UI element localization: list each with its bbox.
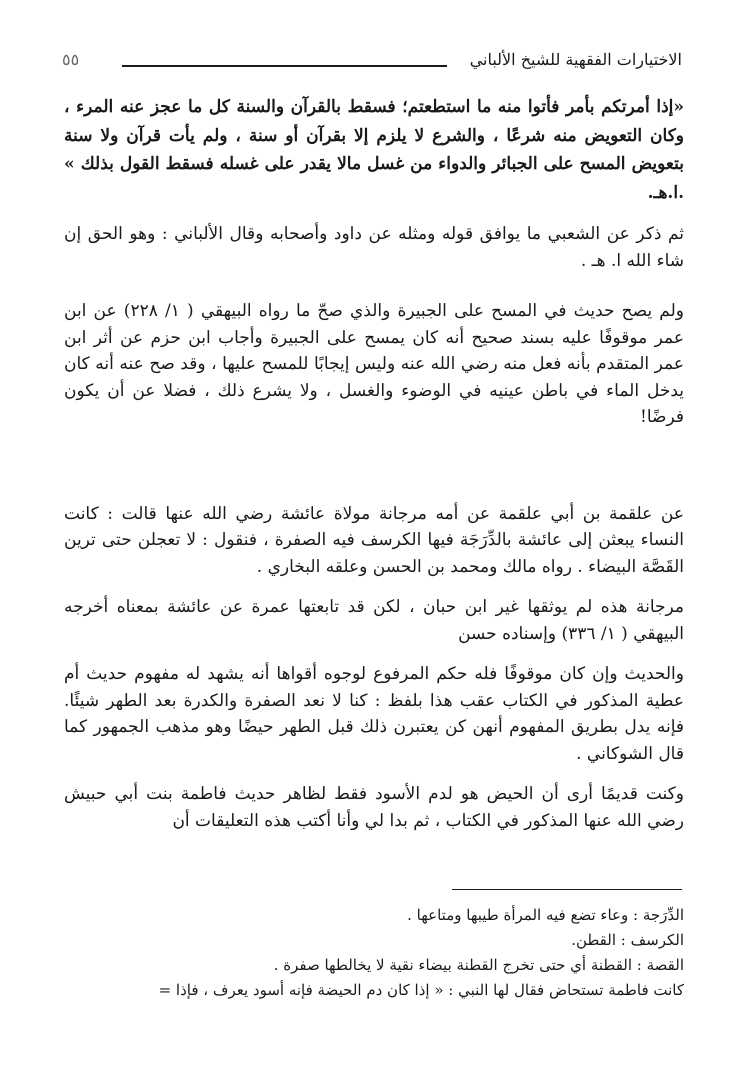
paragraph-marjana-hadith: عن علقمة بن أبي علقمة عن أمه مرجانة مولاة عائشة رضي الله عنها قالت : كانت النساء يبعثن إلى عائشة بالدِّرَجَة فيها الكرسف فيه الصفرة ، فنقول : لا تعجلن حتى ترين القَصَّة البيضاء . رواه مالك ومحمد بن الحسن وعلقه البخاري .	[64, 503, 684, 577]
page-number: ٥٥	[62, 50, 80, 69]
running-header	[62, 50, 682, 76]
paragraph-jabira: ولم يصح حديث في المسح على الجبيرة والذي صحّ ما رواه البيهقي ( ١/ ٢٢٨) عن ابن عمر موقوفًا عليه بسند صحيح أنه كان يمسح على الجبيرة وأجاب ابن حزم عن أثر ابن عمر المتقدم بأنه فعل منه رضي الله عنه وليس إيجابًا للمسح عليها ، وقد صح عنه أنه كان يدخل الماء في باطن عينيه في الوضوء والغسل ، ولا يشرع ذلك ، فضلا عن أن يكون فرضًا!	[64, 301, 684, 427]
page-body	[64, 93, 684, 834]
footnote-item: الكرسف : القطن.	[571, 931, 684, 949]
quote-paragraph: «إذا أمرتكم بأمر فأتوا منه ما استطعتم؛ فسقط بالقرآن والسنة كل ما عجز عنه المرء ، وكان التعويض منه شرعًا ، والشرع لا يلزم إلا بقرآن أو سنة ، ولم يأت قرآن ولا سنة بتعويض المسح على الجبائر والدواء من غسل مالا يقدر على غسله فسقط القول بذلك » .ا.هـ.	[64, 97, 684, 203]
paragraph-shabi: ثم ذكر عن الشعبي ما يوافق قوله ومثله عن داود وأصحابه وقال الألباني : وهو الحق إن شاء الله ا. هـ .	[64, 224, 684, 271]
footnote-item: كانت فاطمة تستحاض فقال لها النبي : « إذا كان دم الحيضة فإنه أسود يعرف ، فإذا =	[158, 981, 684, 999]
header-title: الاختيارات الفقهية للشيخ الألباني	[469, 50, 682, 69]
footnotes	[64, 903, 684, 1003]
paragraph-marjana-grading: مرجانة هذه لم يوثقها غير ابن حبان ، لكن قد تابعتها عمرة عن عائشة بمعناه أخرجه البيهقي ( ١/ ٣٣٦) وإسناده حسن	[64, 597, 684, 644]
header-rule	[122, 65, 447, 67]
footnote-rule	[452, 889, 682, 890]
footnote-item: الدِّرَجة : وعاء تضع فيه المرأة طيبها ومتاعها .	[407, 906, 684, 924]
paragraph-mawquf: والحديث وإن كان موقوفًا فله حكم المرفوع لوجوه أقواها أنه يشهد له مفهوم حديث أم عطية المذكور في الكتاب عقب هذا بلفظ : كنا لا نعد الصفرة والكدرة بعد الطهر شيئًا. فإنه يدل بطريق المفهوم أنهن كن يعتبرن ذلك قبل الطهر حيضًا وهو مذهب الجمهور كما قال الشوكاني .	[64, 664, 684, 764]
footnote-item: القصة : القطنة أي حتى تخرج القطنة بيضاء نقية لا يخالطها صفرة .	[273, 956, 684, 974]
paragraph-hayd: وكنت قديمًا أرى أن الحيض هو لدم الأسود فقط لظاهر حديث فاطمة بنت أبي حبيش رضي الله عنها المذكور في الكتاب ، ثم بدا لي وأنا أكتب هذه التعليقات أن	[64, 784, 684, 831]
